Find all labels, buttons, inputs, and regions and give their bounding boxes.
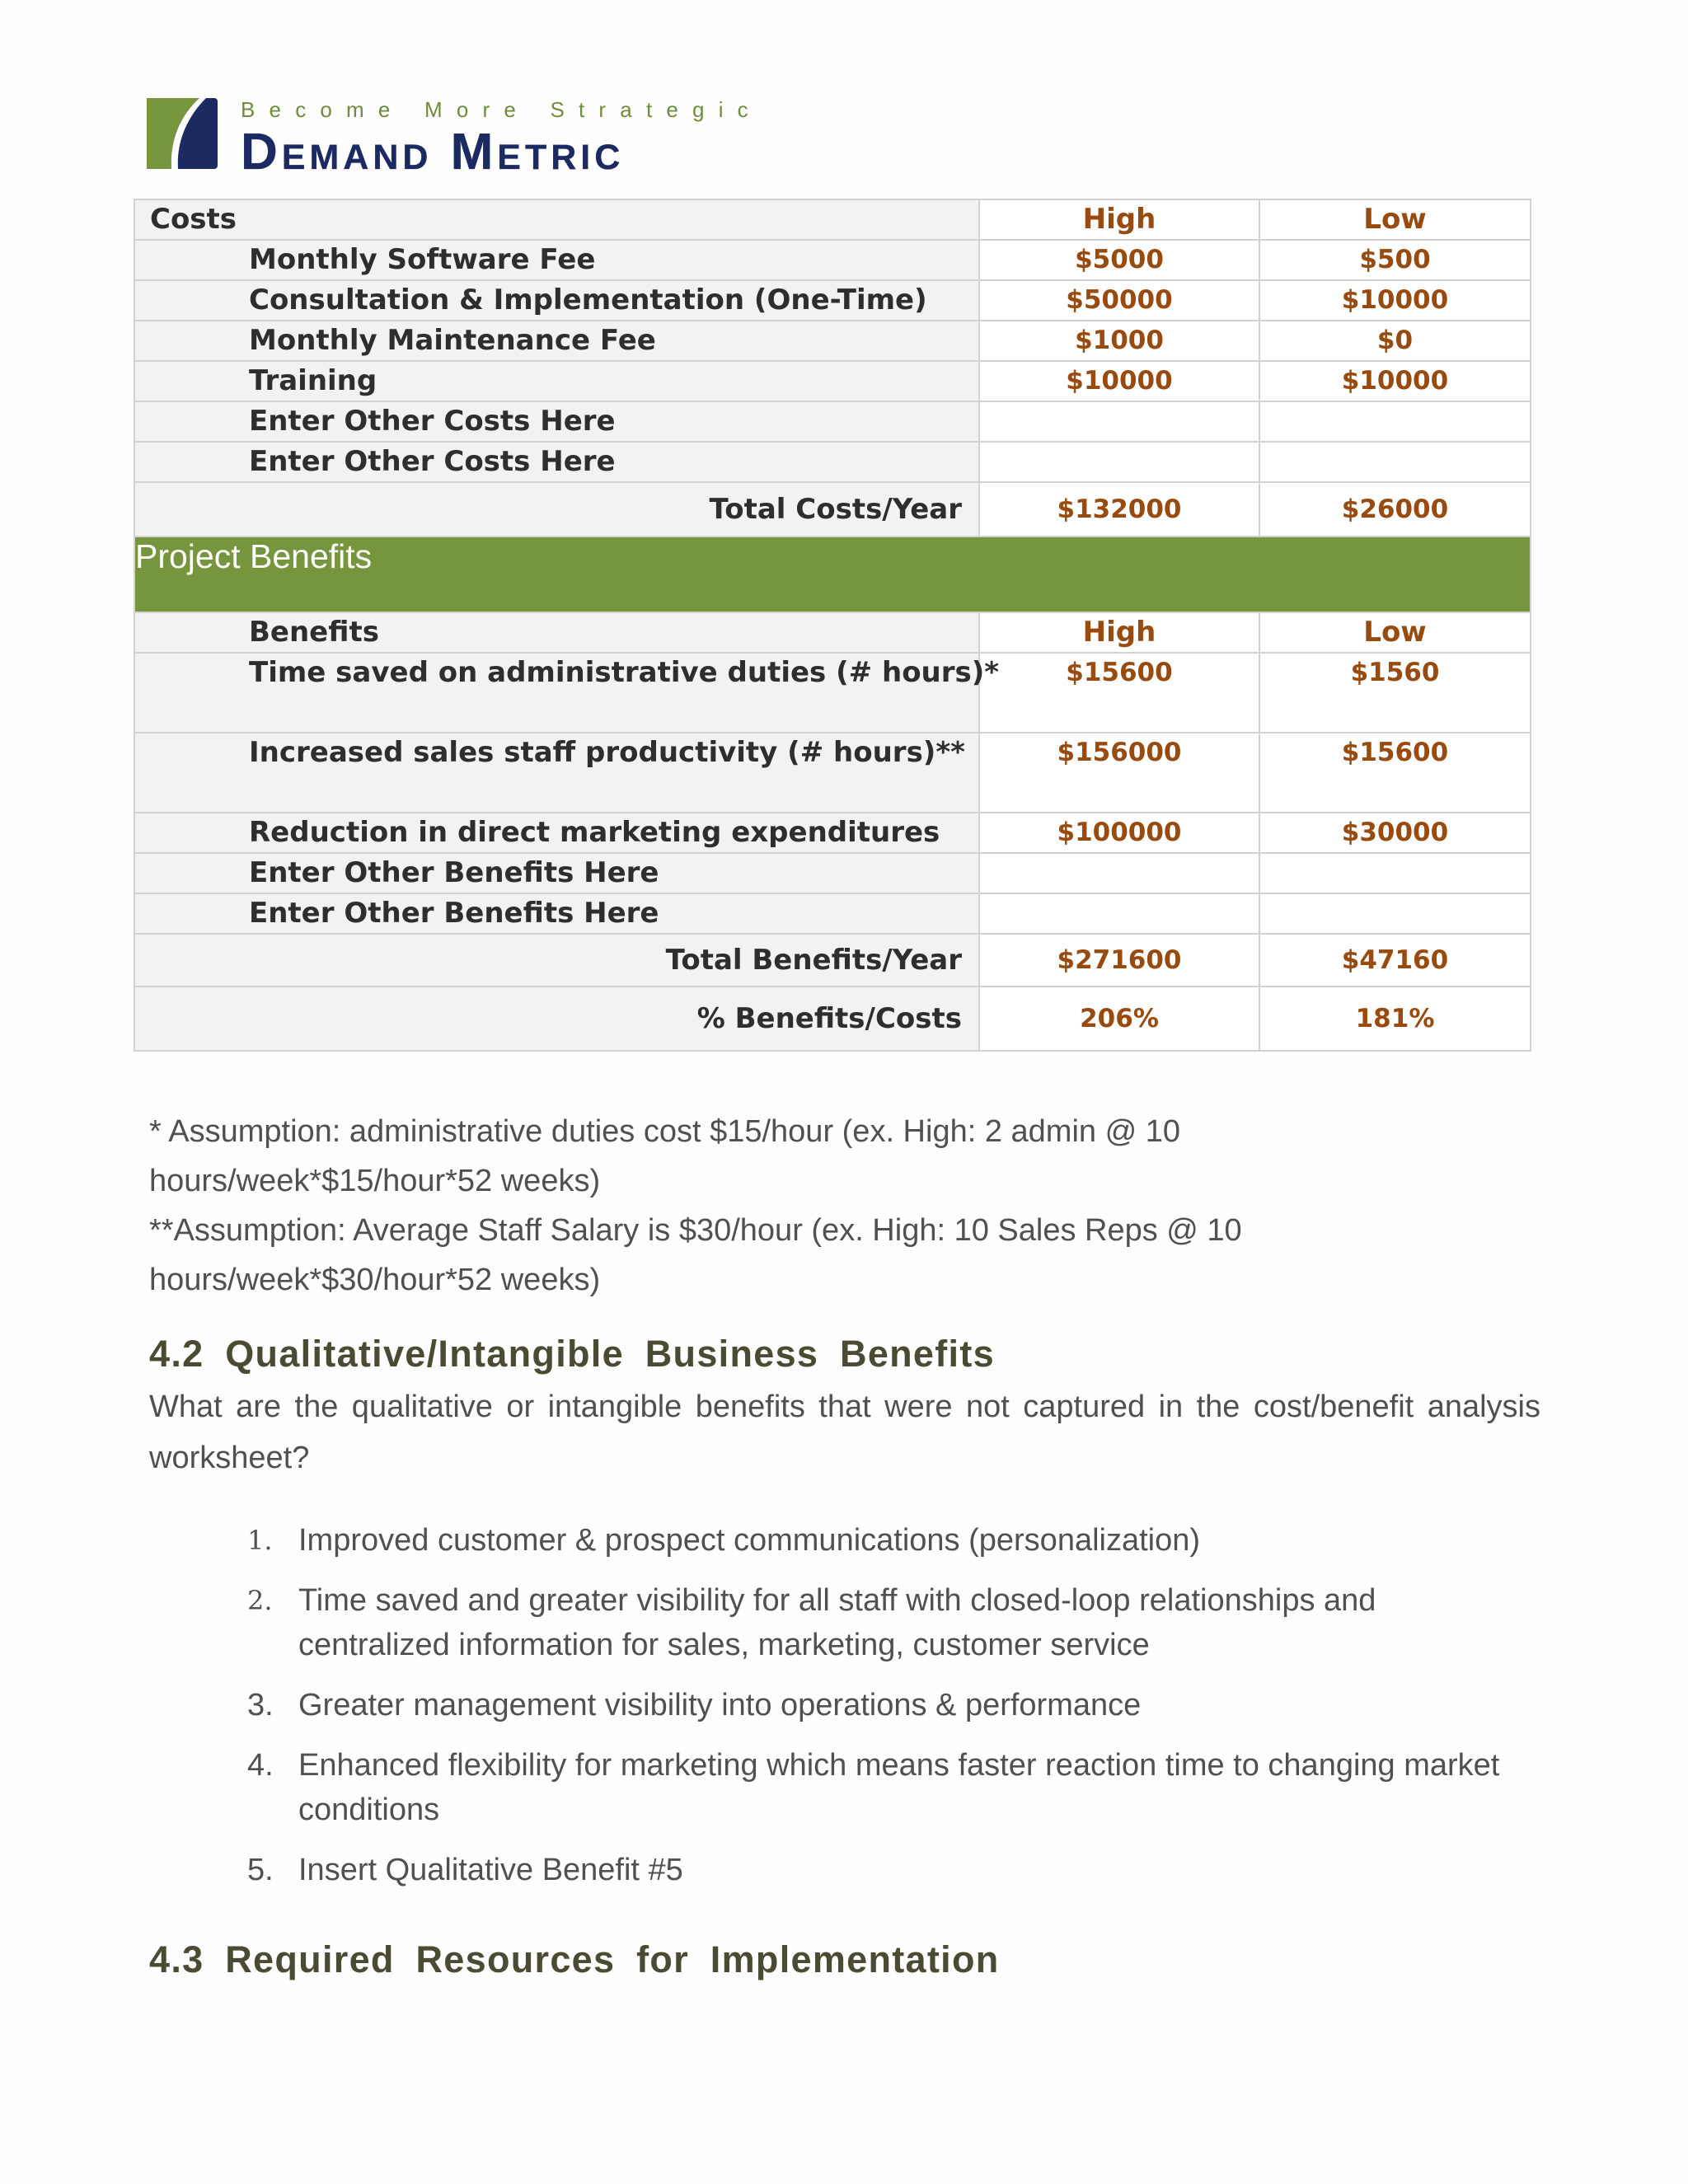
- list-item-text: Time saved and greater visibility for all staff with closed-loop relationships and centralized information for sales, marketing, customer service: [298, 1583, 1376, 1662]
- section-heading-4-2: 4.2 Qualitative/Intangible Business Benefits: [149, 1333, 995, 1375]
- costs-total-low: $26000: [1259, 482, 1531, 537]
- table-row: [134, 280, 1531, 321]
- costs-col-high: High: [979, 199, 1259, 240]
- cost-high: $5000: [979, 240, 1259, 280]
- table-row: [134, 853, 1531, 893]
- cost-low[interactable]: [1259, 401, 1531, 442]
- benefit-high: $15600: [979, 653, 1259, 733]
- benefit-high: $156000: [979, 733, 1259, 813]
- benefit-label: Increased sales staff productivity (# hours)**: [249, 736, 965, 769]
- list-item-text: Improved customer & prospect communications (personalization): [298, 1523, 1201, 1558]
- benefit-label: Enter Other Benefits Here: [249, 856, 659, 889]
- list-item-text: Insert Qualitative Benefit #5: [298, 1853, 683, 1887]
- benefits-header-row: [134, 612, 1531, 653]
- benefit-label: Enter Other Benefits Here: [249, 897, 659, 930]
- cost-low: $0: [1259, 321, 1531, 361]
- list-item-text: Enhanced flexibility for marketing which means faster reaction time to changing market conditions: [298, 1748, 1500, 1827]
- list-item: [247, 1578, 1533, 1667]
- cost-high: $1000: [979, 321, 1259, 361]
- cost-benefit-worksheet: [134, 199, 1531, 1052]
- demand-metric-logo-icon: [147, 98, 221, 172]
- costs-header-row: [134, 199, 1531, 240]
- benefit-low: $30000: [1259, 813, 1531, 853]
- list-item-number: 2.: [247, 1585, 273, 1616]
- project-benefits-title: Project Benefits: [134, 537, 1531, 612]
- benefit-low[interactable]: [1259, 853, 1531, 893]
- list-item-number: 1.: [247, 1525, 273, 1556]
- table-row: [134, 813, 1531, 853]
- cost-label: Consultation & Implementation (One-Time): [249, 284, 927, 316]
- benefit-low[interactable]: [1259, 893, 1531, 934]
- table-row: [134, 321, 1531, 361]
- table-row: [134, 893, 1531, 934]
- benefits-ratio-low: 181%: [1259, 987, 1531, 1051]
- benefits-col-high: High: [979, 612, 1259, 653]
- cost-high: $10000: [979, 361, 1259, 401]
- benefit-high: $100000: [979, 813, 1259, 853]
- table-row: [134, 442, 1531, 482]
- cost-low: $10000: [1259, 280, 1531, 321]
- footnote-sales-assumption: **Assumption: Average Staff Salary is $30/hour (ex. High: 10 Sales Reps @ 10 hours/week*$30/hour*52 weeks): [149, 1213, 1242, 1297]
- benefits-header: Benefits: [249, 616, 379, 649]
- cost-label: Training: [249, 364, 377, 397]
- list-item-number: 5.: [247, 1853, 274, 1887]
- qualitative-benefits-list: [247, 1518, 1533, 1908]
- costs-header: Costs: [150, 203, 237, 236]
- cost-low: $500: [1259, 240, 1531, 280]
- benefits-total-label: Total Benefits/Year: [665, 944, 962, 977]
- logo-tagline: Become More Strategic: [241, 97, 762, 122]
- benefits-ratio-label: % Benefits/Costs: [696, 1002, 962, 1035]
- cost-label: Enter Other Costs Here: [249, 405, 616, 438]
- cost-low[interactable]: [1259, 442, 1531, 482]
- benefit-label: Reduction in direct marketing expenditures: [249, 816, 940, 849]
- table-row: [134, 653, 1531, 733]
- costs-total-high: $132000: [979, 482, 1259, 537]
- costs-total-label: Total Costs/Year: [709, 493, 962, 526]
- cost-low: $10000: [1259, 361, 1531, 401]
- cost-label: Enter Other Costs Here: [249, 445, 616, 478]
- list-item-text: Greater management visibility into operations & performance: [298, 1688, 1142, 1722]
- table-row: [134, 401, 1531, 442]
- benefit-label: Time saved on administrative duties (# hours)*: [249, 656, 1000, 689]
- list-item-number: 3.: [247, 1688, 274, 1722]
- cost-label: Monthly Software Fee: [249, 243, 596, 276]
- footnote-admin-assumption: * Assumption: administrative duties cost $15/hour (ex. High: 2 admin @ 10 hours/week*$15/hour*52 weeks): [149, 1114, 1180, 1198]
- cost-label: Monthly Maintenance Fee: [249, 324, 656, 357]
- benefits-col-low: Low: [1259, 612, 1531, 653]
- cost-high[interactable]: [979, 401, 1259, 442]
- logo-brand-name: Demand Metric: [241, 124, 625, 180]
- costs-col-low: Low: [1259, 199, 1531, 240]
- benefit-high[interactable]: [979, 853, 1259, 893]
- benefit-low: $1560: [1259, 653, 1531, 733]
- costs-total-row: [134, 482, 1531, 537]
- list-item-number: 4.: [247, 1748, 274, 1783]
- project-benefits-band: [134, 537, 1531, 612]
- table-row: [134, 361, 1531, 401]
- benefits-ratio-high: 206%: [979, 987, 1259, 1051]
- table-row: [134, 240, 1531, 280]
- benefit-low: $15600: [1259, 733, 1531, 813]
- benefits-total-high: $271600: [979, 934, 1259, 987]
- benefits-total-row: [134, 934, 1531, 987]
- demand-metric-logo: [147, 94, 806, 180]
- cost-high[interactable]: [979, 442, 1259, 482]
- benefit-high[interactable]: [979, 893, 1259, 934]
- list-item: [247, 1743, 1533, 1832]
- list-item: [247, 1848, 1533, 1892]
- list-item: [247, 1683, 1533, 1727]
- list-item: [247, 1518, 1533, 1563]
- cost-high: $50000: [979, 280, 1259, 321]
- section-heading-4-3: 4.3 Required Resources for Implementation: [149, 1938, 1000, 1980]
- benefits-ratio-row: [134, 987, 1531, 1051]
- benefits-total-low: $47160: [1259, 934, 1531, 987]
- table-row: [134, 733, 1531, 813]
- section-4-2-intro: What are the qualitative or intangible benefits that were not captured in the cost/benefit analysis worksheet?: [149, 1390, 1540, 1475]
